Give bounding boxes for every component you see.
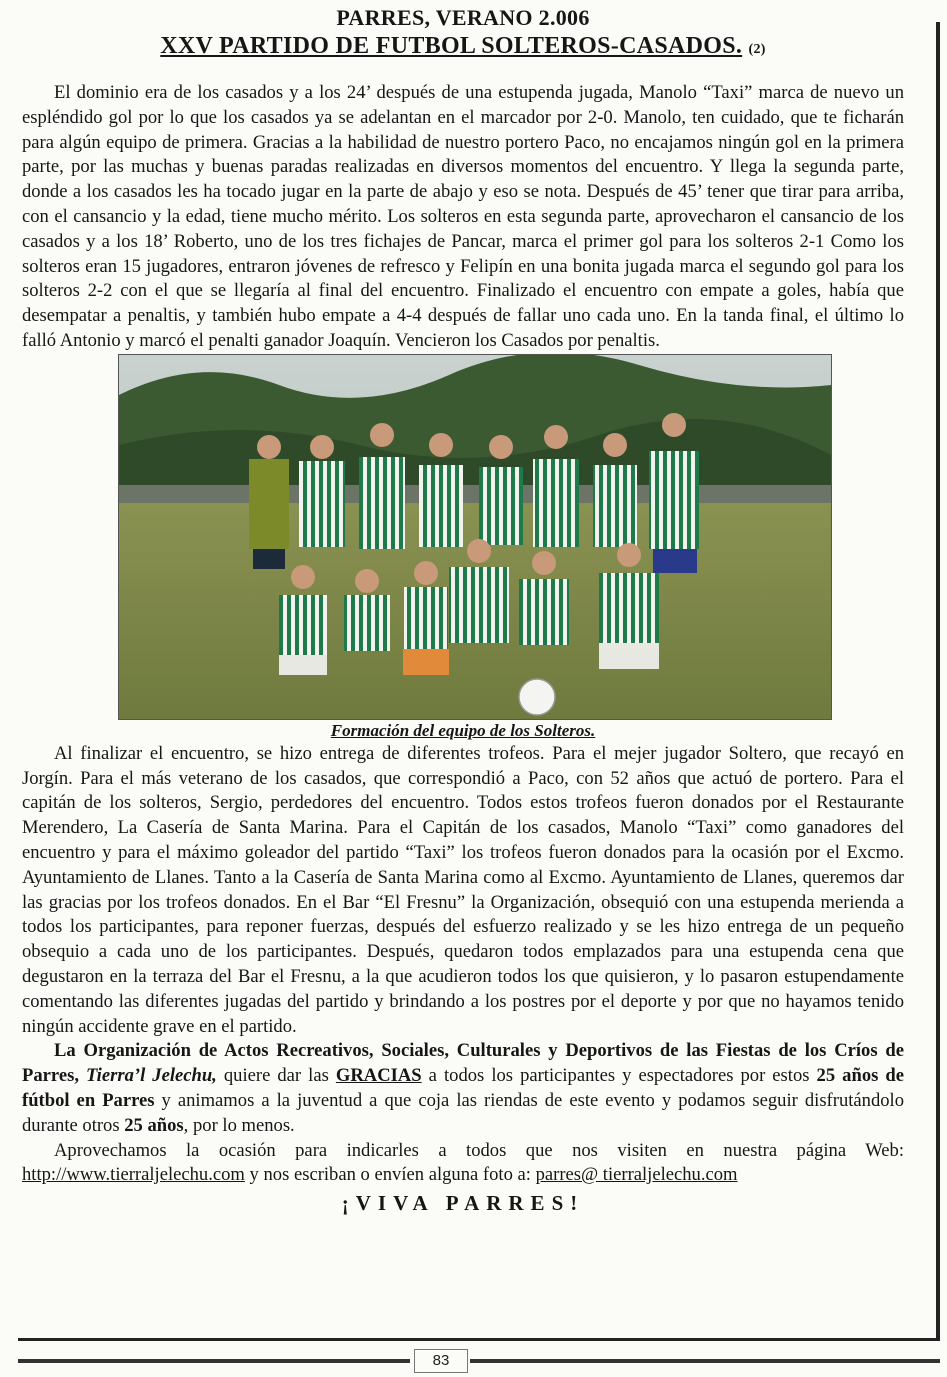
footer-rule-left [18,1359,410,1363]
contact-mid: y nos escriban o envíen alguna foto a: [244,1164,536,1186]
thanks-bold-2: 25 años [124,1114,184,1136]
team-photo [118,354,834,720]
contact-text: Aprovechamos la ocasión para indicarles a todos que nos visiten en nuestra página Web: [54,1139,904,1161]
subtitle-part: (2) [748,42,766,57]
thanks-org: La Organización de Actos Recreativos, Sociales, Culturales y Deportivos de las Fiestas de los Críos de Parres, [22,1040,904,1087]
paragraph-trophies: Al finalizar el encuentro, se hizo entrega de diferentes trofeos. Para el mejer jugador Soltero, que recayó en Jorgín. Para el más veterano de los casados, que correspondió a Paco, con 52 años que actuó de portero. Para el capitán de los solteros, Sergio, perdedores del encuentro. Todos estos trofeos fueron donados por el Restaurante Merendero, La Casería de Santa Marina. Para el Capitán de los casados, Manolo “Taxi” como ganadores del encuentro y para el máximo goleador del partido “Taxi” los trofeos fueron donados para la ocasión por el Excmo. Ayuntamiento de Llanes. Tanto a la Casería de Santa Marina como al Excmo. Ayuntamiento de Llanes, queremos dar las gracias por los trofeos donados. En el Bar “El Fresnu” la Organización, obsequió con una estupenda merienda a todos los participantes, para reponer fuerzas, después del esfuerzo realizado y se les hizo entrega de un pequeño obsequio a cada uno de los participantes. Después, quedaron todos emplazados para una estupenda cena que degustaron en la terraza del Bar el Fresnu, a la que acudieron todos los que quisieron, y lo pasaron estupendamente comentando las diferentes jugadas del partido y brindando a los postres por el deporte y por que no hayamos tenido ningún accidente grave en el partido. [22,742,904,1037]
article [22,4,904,1216]
page-frame-right [936,22,940,1340]
football-icon [519,679,555,715]
page-title: PARRES, VERANO 2.006 [336,5,590,30]
thanks-text-3: y animamos a la juventud a que coja las riendas de este evento y podamos seguir disfrutándolo durante otros [22,1089,905,1136]
thanks-text-4: , por lo menos. [183,1114,295,1136]
website-link[interactable]: http://www.tierraljelechu.com [22,1164,245,1186]
paragraph-thanks [22,1039,904,1138]
paragraph-match-report: El dominio era de los casados y a los 24’ después de una estupenda jugada, Manolo “Taxi” marca de nuevo un espléndido gol por lo que los casados ya se adelantan en el marcador por 2-0. Manolo, ten cuidado, que te ficharán para algún equipo de primera. Gracias a la habilidad de nuestro portero Paco, no encajamos ningún gol en la primera parte, por las muchas y buenas paradas realizadas en diversos momentos del encuentro. Y llega la segunda parte, donde a los casados les ha tocado jugar en la parte de abajo y eso se nota. Después de 45’ tener que tirar para arriba, con el cansancio y la edad, tiene mucho mérito. Los solteros en esta segunda parte, aprovecharon el cansancio de los casados y a los 18’ Roberto, uno de los tres fichajes de Pancar, marca el primer gol para los solteros 2-1 Como los solteros eran 15 jugadores, entraron jóvenes de refresco y Felipín en una bonita jugada marca el segundo gol para los solteros 2-2 con el que se llegaría al final del encuentro. Finalizado el encuentro con empate a goles, había que desempatar a penaltis, y también hubo empate a 4-4 después de fallar uno cada uno. En la tanda final, el último lo falló Antonio y marcó el penalti ganador Joaquín. Vencieron los Casados por penaltis. [22,82,904,351]
subtitle-main: XXV PARTIDO DE FUTBOL SOLTEROS-CASADOS. [160,33,743,59]
page-frame-bottom [18,1338,940,1341]
thanks-text-1: quiere dar las [216,1065,336,1087]
email-link[interactable]: parres@ tierraljelechu.com [535,1164,738,1186]
footer-rule-right [470,1359,940,1363]
page-footer [18,1349,940,1371]
closing-slogan: ¡VIVA PARRES! [341,1191,585,1216]
photo-caption: Formación del equipo de los Solteros. [330,720,596,740]
thanks-bold-1: 25 años de fútbol en Parres [22,1065,904,1111]
page-number: 83 [414,1349,468,1373]
thanks-text-2: a todos los participantes y espectadores por estos [421,1065,817,1087]
thanks-name: Tierra’l Jelechu, [86,1065,217,1087]
thanks-gracias: GRACIAS [335,1065,422,1087]
paragraph-contact [22,1139,904,1189]
team-photo-image [118,354,832,720]
page-subtitle [22,31,904,65]
